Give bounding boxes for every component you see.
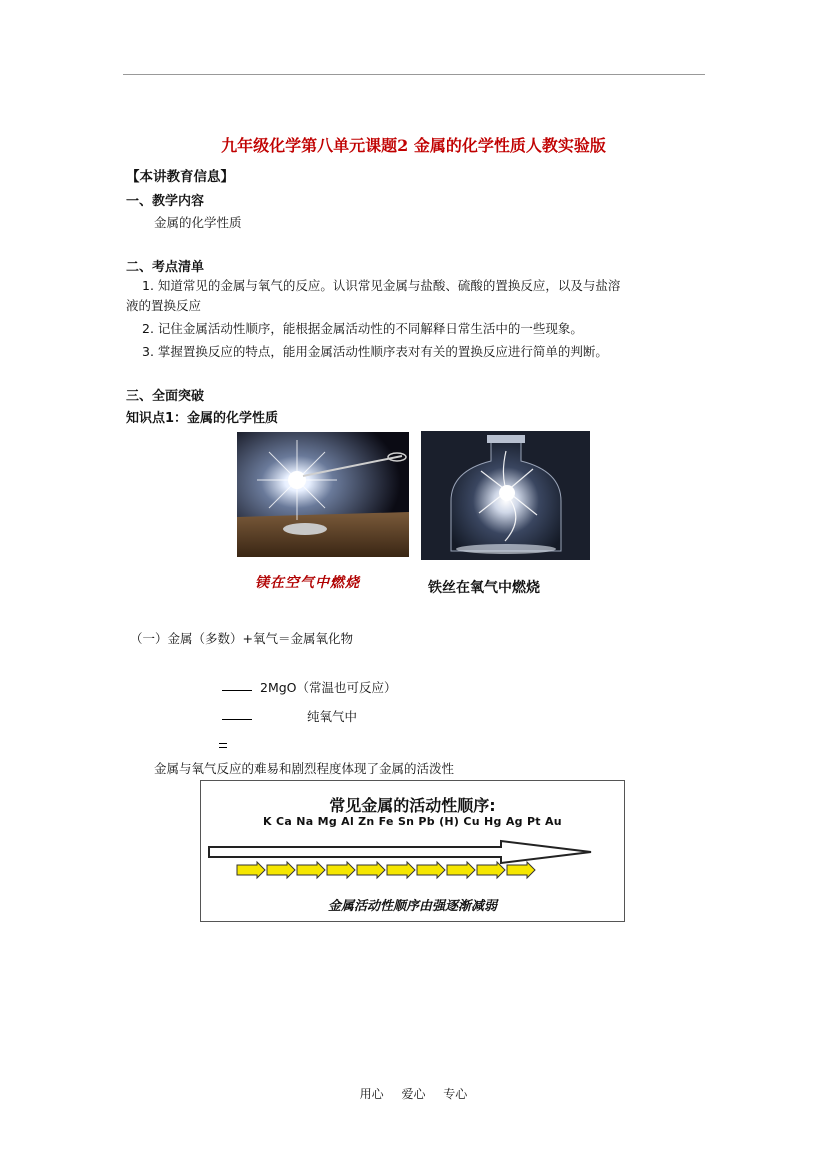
list-item-text: 记住金属活动性顺序，能根据金属活动性的不同解释日常生活中的一些现象。 [157,321,583,336]
page-footer: 用心 爱心 专心 [359,1087,468,1101]
list-item [142,342,608,362]
section1-heading: 一、教学内容 [126,194,205,209]
magnesium-caption: 镁在空气中燃烧 [255,575,360,591]
magnesium-burning-photo [237,432,409,557]
activity-series-diagram [200,780,625,922]
document-title: 九年级化学第八单元课题2 金属的化学性质人教实验版 [221,136,606,155]
equation2-note: 纯氧气中 [307,709,358,724]
list-item-number: 2. [142,321,154,336]
section3-heading: 三、全面突破 [126,389,205,404]
list-item-text: 掌握置换反应的特点，能用金属活动性顺序表对有关的置换反应进行简单的判断。 [157,344,608,359]
equation-line [222,690,252,691]
sub1-heading: （一）金属（多数）+氧气＝金属氧化物 [130,631,353,646]
list-item-text: 知道常见的金属与氧气的反应。认识常见金属与盐酸、硫酸的置换反应，以及与盐溶 [157,278,621,293]
list-item-number: 1. [142,278,154,293]
list-item-continuation: 液的置换反应 [126,298,202,313]
header-rule [123,74,705,75]
sub1-summary: 金属与氧气反应的难易和剧烈程度体现了金属的活泼性 [154,761,455,776]
iron-caption: 铁丝在氧气中燃烧 [428,580,540,596]
info-heading: 【本讲教育信息】 [126,169,234,185]
equation-line [222,719,252,720]
list-item [142,319,583,339]
section2-heading: 二、考点清单 [126,260,205,275]
arrow-graphic [201,837,624,883]
iron-burning-photo [421,431,590,560]
activity-series-list: K Ca Na Mg Al Zn Fe Sn Pb (H) Cu Hg Ag Pt Au [263,815,562,828]
list-item [142,276,707,296]
activity-series-title: 常见金属的活动性顺序: [329,796,496,815]
list-item-number: 3. [142,344,154,359]
knowledge-point-heading: 知识点1：金属的化学性质 [126,411,279,426]
section1-content: 金属的化学性质 [154,215,242,230]
equals-sign [219,743,227,748]
equation1-product: 2MgO（常温也可反应） [260,680,397,695]
activity-series-caption: 金属活动性顺序由强逐渐减弱 [327,899,497,914]
